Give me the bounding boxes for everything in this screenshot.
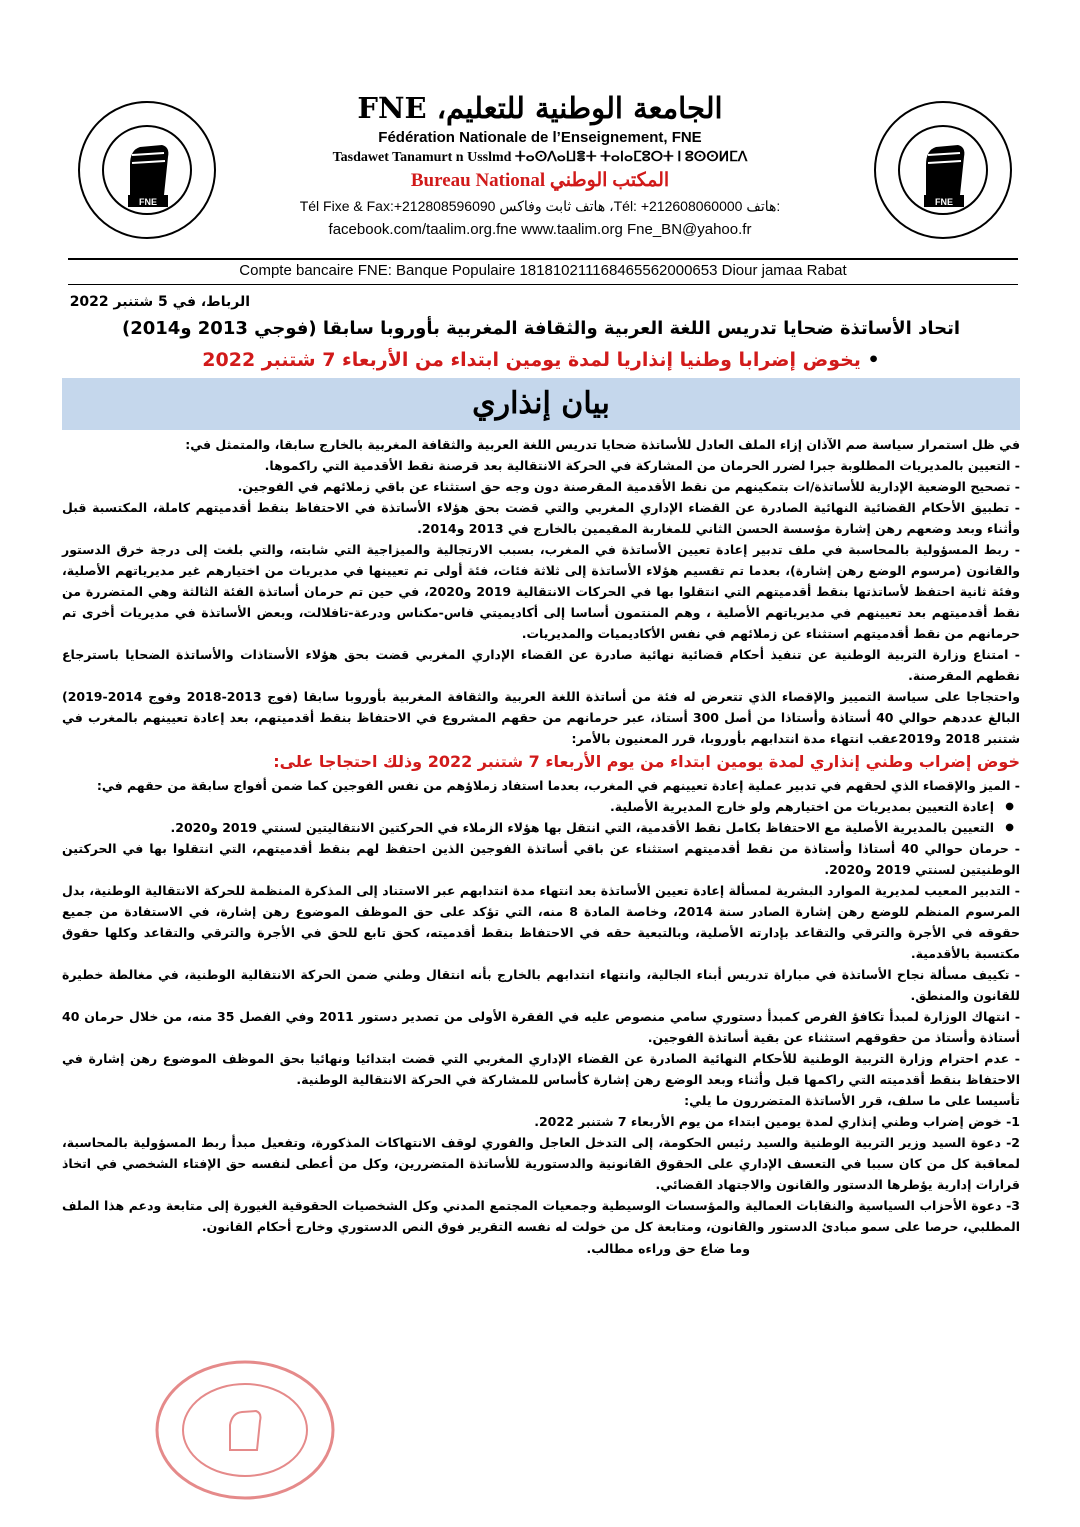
bank-account: Compte bancaire FNE: Banque Populaire 181810211168465562000653 Diour jamaa Rabat [239,262,847,279]
logo-text: FNE [139,197,157,207]
statement-banner: بيان إنذاري [62,378,1020,430]
intro-paragraph: في ظل استمرار سياسة صم الآذان إزاء الملف العادل للأساتذة ضحايا تدريس اللغة العربية والثقافة المغربية بالخارج سابقا، والمتمثل في: [185,437,1020,452]
document-heading: اتحاد الأساتذة ضحايا تدريس اللغة العربية والثقافة المغربية بأوروبا سابقا (فوجي 2013 و2014) [121,318,961,339]
logo-text: FNE [935,197,953,207]
org-title-ar: الجامعة الوطنية للتعليم، FNE [357,91,723,125]
strike-decision-heading: خوض إضراب وطني إنذاري لمدة يومين ابتداء من يوم الأربعاء 7 شتنبر 2022 وذلك احتجاجا على: [273,752,1020,771]
document-date: الرباط، في 5 شتنبر 2022 [69,294,250,310]
official-stamp [150,1355,340,1505]
contact-web: facebook.com/taalim.org.fne www.taalim.org Fne_BN@yahoo.fr [328,221,752,238]
bank-divider [68,284,1018,285]
grievance-item: - التدبير المعيب لمديرية الموارد البشرية لمسألة إعادة تعيين الأساتذة بعد انتهاء مدة انتدابهم عبر الاستناد إلى المذكرة المنظمة للحركة الانتقالية الوطنية، بدل المرسوم المنظم للوضع رهن إشارة الصادر سنة 2014، وخاصة المادة 8 منه، التي تؤكد على حق الموظف الموضوع رهن إشارة، في الاستفادة من جميع حقوقه في الأجرة والترقي والتقاعد بإدارته الأصلية، وبالتبعية حقه في الاحتفاظ بنقط أقدميته، كحق تابع للحق في الأجرة والترقي والتقاعد وكلها حقوق مكتسبة بالأقدمية. [62,883,1020,961]
grievance-subitem: ● إعادة التعيين بمديريات من اختيارهم ولو خارج المديرية الأصلية. [62,796,1020,817]
intro-item: - تصحيح الوضعية الإدارية للأساتذة/ات بتمكينهم من نقط الأقدمية المقرصنة دون وجه حق استثناء عن باقي زملائهم في الفوجين. [237,479,1020,494]
grievance-item: - الميز والإقصاء الذي لحقهم في تدبير عملية إعادة تعيينهم في المغرب، بعدما استفاد زملاؤهم من نفس الفوجين كما ضمن أفواج سابقة من حقهم في: [96,778,1020,793]
decision-item: 3- دعوة الأحزاب السياسية والنقابات العمالية والمؤسسات الوسيطية وجمعيات المجتمع المدني وكل الشخصيات الحقوقية الغيورة إلى متابعة ودعم هذا الملف المطلبي، حرصا على سمو مبادئ الدستور والقانون، ومتابعة كل من خولت له نفسه التقرير فوق النص الدستوري وخارج أحكام القانون. [62,1198,1020,1234]
org-title-tifinagh: Tasdawet Tanamurt n Usslmd ⵜⴰⵙⴷⴰⵡⴻⵜ ⵜⴰⵏⴰⵎⵓⵔⵜ ⵏ ⵓⵙⵙⵍⵎⴷ [332,150,748,165]
fne-logo-right [868,95,1018,245]
grievance-subitem: ● التعيين بالمديرية الأصلية مع الاحتفاظ بكامل نقط الأقدمية، التي انتقل بها هؤلاء الزملاء في الحركتين الانتقاليتين لسنتي 2019 و2020. [62,817,1020,838]
strike-heading-text: يخوض إضرابا وطنيا إنذاريا لمدة يومين ابتداء من الأربعاء 7 شتنبر 2022 [202,349,861,371]
decision-item: 1- خوض إضراب وطني إنذاري لمدة يومين ابتداء من يوم الأربعاء 7 شتنبر 2022. [534,1114,1020,1129]
intro-item: - التعيين بالمديريات المطلوبة جبرا لضرر الحرمان من المشاركة في الحركة الانتقالية بعد قرصنة نقط الأقدمية التي راكموها. [264,458,1020,473]
intro-item: - ربط المسؤولية بالمحاسبة في ملف تدبير إعادة تعيين الأساتذة في المغرب، بسبب الارتجالية والميزاجية التي شابته، والتي بلغت إلى درجة خرق الدستور والقانون (مرسوم الوضع رهن إشارة)، بعدما تم تقسيم هؤلاء الأساتذة إلى ثلاثة فئات، فئة أولى تم تعيينها في مديريات من اختيارهم غير مديرياتهم الأصلية، وفئة ثانية احتفظ لأساتذتها بنقط أقدميتهم التي انتقلوا بها في الحركات الانتقالية 2019 و2020، في حين تم حرمان أساتذة الفئة الثالثة وهي المتضررة من نقط أقدميتهم بعد تعيينهم في مديرياتهم الأصلية ، وهم المنتمون أساسا إلى أكاديميتي فاس-مكناس ودرعة-تافلالت، وبعض الأساتذة في مديريات أخرى تم حرمانهم من نقط أقدميتهم استثناء عن زملائهم في نفس الأكاديميات والمديريات. [62,542,1021,641]
bullet-icon: • [860,349,880,371]
contact-phone: Tél Fixe & Fax:+212808596090 هاتف ثابت وفاكس ،Tél: +212608060000 هاتف: [299,198,781,214]
org-title-fr: Fédération Nationale de l’Enseignement, FNE [378,129,702,146]
closing-line: وما ضاع حق وراءه مطالب. [586,1241,750,1256]
bureau-national: Bureau National المكتب الوطني [410,170,670,191]
grievance-item: - عدم احترام وزارة التربية الوطنية للأحكام النهائية الصادرة عن القضاء الإداري المغربي التي قضت ابتدائيا ونهائيا بحق الموظف الموضوع رهن إشارة في الاحتفاظ بنقط أقدميته التي راكمها قبل وأثناء وبعد الوضع رهن إشارة كأساس للمشاركة في الحركة الانتقالية الوطنية. [62,1051,1020,1087]
intro-item: - تطبيق الأحكام القضائية النهائية الصادرة عن القضاء الإداري المغربي والتي قضت بحق هؤلاء الأساتذة في الاحتفاظ بنقط أقدميتهم كاملة، المكتسبة قبل وأثناء وبعد وضعهم رهن إشارة مؤسسة الحسن الثاني للمغاربة المقيمين بالخارج في 2013 و2014. [62,500,1020,536]
letterhead [200,88,880,242]
decision-item: 2- دعوة السيد وزير التربية الوطنية والسيد رئيس الحكومة، إلى التدخل العاجل والفوري لوقف الانتهاكات المذكورة، وتفعيل مبدأ ربط المسؤولية بالمحاسبة، لمعاقبة كل من كان سببا في التعسف الإداري على الحقوق القانونية والدستورية للأساتذة المتضررين، وكل من أعطى لنفسه حق الإفتاء الشخصي في اتخاذ قرارات إدارية يؤطرها الدستور والقانون والاجتهاد القضائي. [62,1135,1020,1192]
protest-paragraph: واحتجاجا على سياسة التمييز والإقصاء الذي تتعرض له فئة من أساتذة اللغة العربية والثقافة المغربية بأوروبا سابقا (فوج 2013-2018 وفوج 2014-2019) البالغ عددهم حوالي 40 أستاذة وأستاذا من أصل 300 أستاذ، عبر حرمانهم من حقهم المشروع في الاحتفاظ بنقط أقدميتهم، بعد إعادة تعيينهم بالمغرب في شتنبر 2018 و2019عقب انتهاء مدة انتدابهم بأوروبا، قرر المعنيون بالأمر: [62,689,1021,746]
document-body [62,290,1020,1261]
grievance-item: - تكييف مسألة نجاح الأساتذة في مباراة تدريس أبناء الجالية، وانتهاء انتدابهم بالخارج بأنه انتقال وطني ضمن الحركة الانتقالية الوطنية، في مغالطة خطيرة للقانون والمنطق. [62,967,1020,1003]
grievance-item: - حرمان حوالي 40 أستاذا وأستاذة من نقط أقدميتهم استثناء عن باقي أساتذة الفوجين الذين احتفظ لهم بنقط أقدميتهم، التي انتقلوا بها في الحركتين الوطنيتين لسنتي 2019 و2020. [62,841,1020,877]
intro-item: - امتناع وزارة التربية الوطنية عن تنفيذ أحكام قضائية نهائية صادرة عن القضاء الإداري المغربي قضت بحق هؤلاء الأستاذات والأساتذة الضحايا باسترجاع نقطهم المقرصنة. [62,647,1020,683]
decision-intro: تأسيسا على ما سلف، قرر الأساتذة المتضررون ما يلي: [684,1093,1020,1108]
strike-heading [62,344,1020,376]
grievance-item: - انتهاك الوزارة لمبدأ تكافؤ الفرص كمبدأ دستوري سامي منصوص عليه في الفقرة الأولى من تصدير دستور 2011 وفي الفصل 35 منه، من خلال حرمان 40 أستاذة وأستاذ من حقوقهم استثناء عن بقية أساتذة الفوجين. [62,1009,1021,1045]
